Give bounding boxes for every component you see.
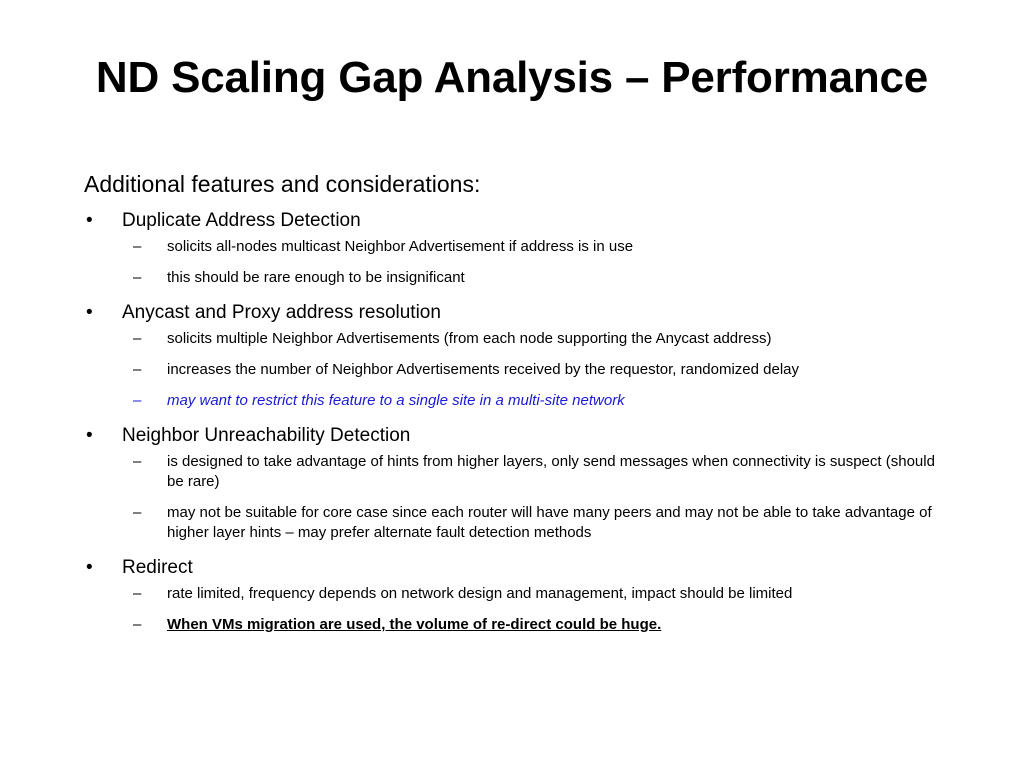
sub-marker: – (133, 330, 142, 347)
slide-title: ND Scaling Gap Analysis – Performance (95, 53, 929, 102)
sub-marker: – (133, 269, 142, 286)
bullet-neighbor-unreachability (84, 422, 944, 543)
bullet-marker: • (86, 425, 93, 446)
bullet-text: Anycast and Proxy address resolution (122, 302, 441, 323)
sub-list (122, 329, 944, 411)
sub-text: rate limited, frequency depends on network design and management, impact should be limited (167, 585, 793, 602)
sub-item (122, 452, 944, 492)
sub-text: solicits multiple Neighbor Advertisements (from each node supporting the Anycast address) (167, 330, 772, 347)
slide-body (84, 169, 944, 646)
sub-marker: – (133, 453, 142, 470)
bullet-duplicate-address-detection (84, 207, 944, 288)
bullet-anycast-proxy (84, 299, 944, 411)
sub-text: this should be rare enough to be insignificant (167, 269, 465, 286)
bullet-text: Redirect (122, 557, 193, 578)
bullet-marker: • (86, 302, 93, 323)
bullet-marker: • (86, 210, 93, 231)
sub-list (122, 452, 944, 543)
sub-text: is designed to take advantage of hints from higher layers, only send messages when connectivity is suspect (should be rare) (167, 453, 935, 490)
bullet-text: Neighbor Unreachability Detection (122, 425, 411, 446)
sub-marker: – (133, 392, 142, 409)
sub-text: may want to restrict this feature to a single site in a multi-site network (167, 392, 625, 409)
sub-marker: – (133, 361, 142, 378)
sub-item (122, 329, 944, 349)
sub-item-emphasized (122, 615, 944, 635)
bullet-marker: • (86, 557, 93, 578)
sub-marker: – (133, 585, 142, 602)
bullet-text: Duplicate Address Detection (122, 210, 361, 231)
intro-heading: Additional features and considerations: (84, 171, 481, 197)
sub-list (122, 584, 944, 635)
sub-text: solicits all-nodes multicast Neighbor Advertisement if address is in use (167, 238, 634, 255)
sub-text: increases the number of Neighbor Advertisements received by the requestor, randomized delay (167, 361, 800, 378)
sub-item (122, 360, 944, 380)
sub-item (122, 268, 944, 288)
sub-item (122, 237, 944, 257)
sub-marker: – (133, 504, 142, 521)
bullet-list (84, 207, 944, 635)
sub-text: When VMs migration are used, the volume of re-direct could be huge. (167, 616, 662, 633)
sub-item (122, 584, 944, 604)
bullet-redirect (84, 554, 944, 635)
sub-marker: – (133, 238, 142, 255)
sub-list (122, 237, 944, 288)
sub-item-highlighted (122, 391, 944, 411)
sub-item (122, 503, 944, 543)
sub-text: may not be suitable for core case since each router will have many peers and may not be able to take advantage of higher layer hints – may prefer alternate fault detection methods (167, 504, 932, 541)
sub-marker: – (133, 616, 142, 633)
